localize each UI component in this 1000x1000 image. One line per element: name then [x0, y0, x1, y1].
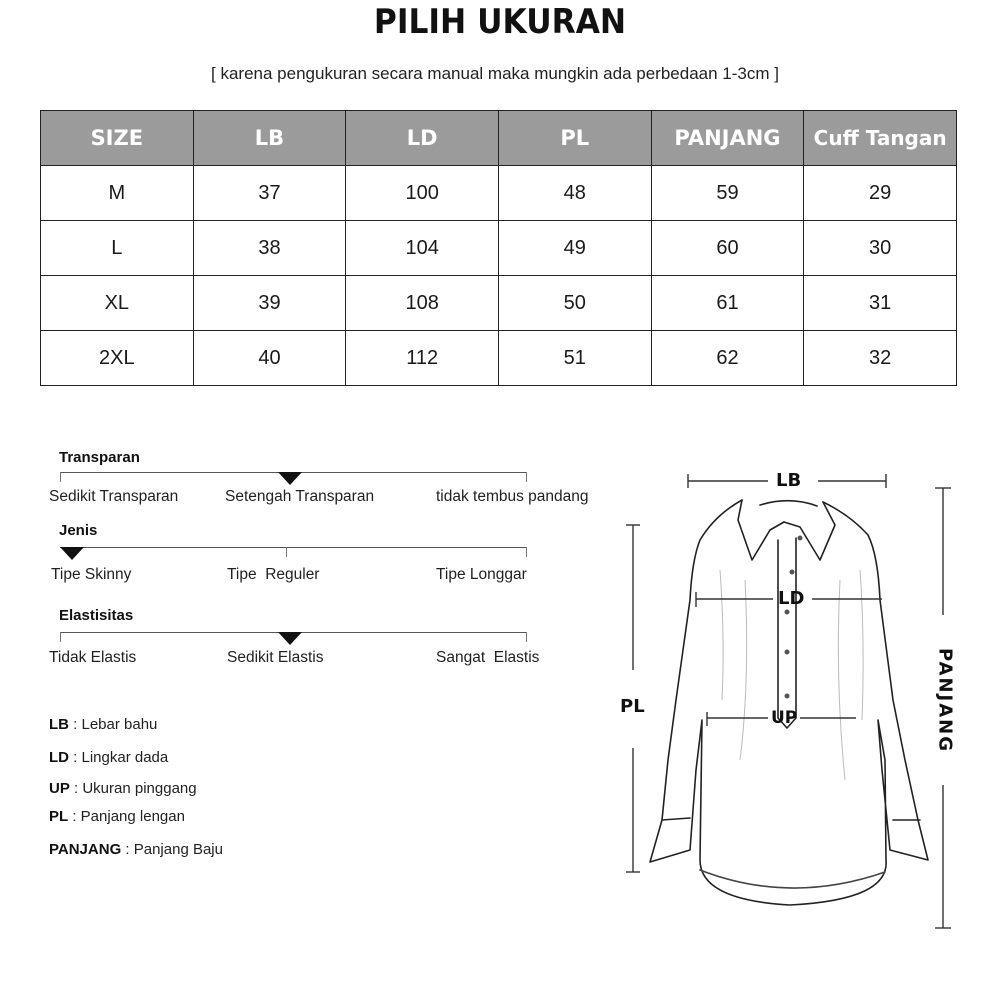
cell-pl: 49	[498, 221, 651, 276]
scale-option-selected: Tipe Skinny	[51, 566, 132, 583]
column-header-panjang: PANJANG	[651, 111, 804, 166]
cell-size: M	[41, 166, 194, 221]
legend-abbr: LB	[49, 716, 69, 733]
cell-cuff: 32	[804, 331, 957, 386]
legend-item-lb	[49, 716, 157, 733]
diagram-label-panjang: PANJANG	[934, 647, 956, 753]
column-header-ld: LD	[346, 111, 499, 166]
legend-abbr: LD	[49, 749, 69, 766]
legend-item-ld	[49, 749, 168, 766]
cell-pl: 48	[498, 166, 651, 221]
scale-label: Transparan	[59, 449, 140, 466]
scale-label: Elastisitas	[59, 607, 134, 624]
scale-elastisitas	[48, 606, 608, 670]
cell-ld: 108	[346, 276, 499, 331]
selected-marker-icon	[278, 472, 302, 485]
table-row	[41, 276, 957, 331]
scale-option: Sangat Elastis	[436, 649, 540, 666]
cell-panjang: 62	[651, 331, 804, 386]
scale-label: Jenis	[59, 522, 98, 539]
shirt-outline-icon	[650, 500, 928, 905]
scale-jenis	[48, 521, 608, 585]
scale-option-selected: Sedikit Elastis	[227, 649, 324, 666]
selected-marker-icon	[278, 632, 302, 645]
button-icon	[785, 650, 790, 655]
cell-panjang: 59	[651, 166, 804, 221]
cell-size: XL	[41, 276, 194, 331]
cell-cuff: 30	[804, 221, 957, 276]
diagram-label-up: UP	[771, 708, 798, 728]
cell-lb: 37	[193, 166, 346, 221]
cell-size: 2XL	[41, 331, 194, 386]
table-header-row	[41, 111, 957, 166]
cell-pl: 50	[498, 276, 651, 331]
cell-size: L	[41, 221, 194, 276]
column-header-size: SIZE	[41, 111, 194, 166]
scale-tick-right	[526, 547, 527, 557]
selected-marker-icon	[60, 547, 84, 560]
column-header-cuff: Cuff Tangan	[804, 111, 957, 166]
scale-option: Sedikit Transparan	[49, 488, 179, 505]
cell-panjang: 61	[651, 276, 804, 331]
legend-desc: : Panjang Baju	[121, 841, 223, 858]
legend-abbr: PANJANG	[49, 841, 122, 858]
cell-ld: 104	[346, 221, 499, 276]
scale-option: tidak tembus pandang	[436, 488, 589, 505]
diagram-label-ld: LD	[778, 588, 805, 609]
diagram-label-lb: LB	[776, 470, 802, 491]
cell-ld: 112	[346, 331, 499, 386]
scale-tick-left	[60, 632, 61, 642]
cell-cuff: 29	[804, 166, 957, 221]
scale-option: Tipe Longgar	[436, 566, 527, 583]
button-icon	[798, 536, 803, 541]
cell-panjang: 60	[651, 221, 804, 276]
size-chart-table	[40, 110, 957, 386]
scale-tick-mid	[286, 547, 287, 557]
table-row	[41, 166, 957, 221]
scale-option: Tidak Elastis	[49, 649, 137, 666]
page-title: PILIH UKURAN	[373, 2, 627, 42]
scale-tick-left	[60, 472, 61, 482]
table-row	[41, 221, 957, 276]
legend-desc: : Lingkar dada	[69, 749, 169, 766]
cell-pl: 51	[498, 331, 651, 386]
diagram-label-pl: PL	[620, 696, 645, 717]
cell-cuff: 31	[804, 276, 957, 331]
cell-ld: 100	[346, 166, 499, 221]
cell-lb: 39	[193, 276, 346, 331]
scale-option: Tipe Reguler	[227, 566, 320, 583]
scale-option-selected: Setengah Transparan	[225, 488, 375, 505]
legend-desc: : Lebar bahu	[69, 716, 158, 733]
column-header-pl: PL	[498, 111, 651, 166]
measurement-note: [ karena pengukuran secara manual maka mungkin ada perbedaan 1-3cm ]	[211, 64, 779, 83]
cell-lb: 40	[193, 331, 346, 386]
column-header-lb: LB	[193, 111, 346, 166]
legend-item-pl	[49, 808, 185, 825]
legend-abbr: UP	[49, 780, 70, 797]
scale-transparan	[48, 447, 608, 509]
legend-item-up	[49, 780, 197, 797]
legend-abbr: PL	[49, 808, 69, 825]
scale-tick-right	[526, 632, 527, 642]
legend-item-panjang	[49, 841, 223, 858]
button-icon	[785, 694, 790, 699]
scale-tick-right	[526, 472, 527, 482]
scale-track	[60, 547, 527, 548]
cell-lb: 38	[193, 221, 346, 276]
table-row	[41, 331, 957, 386]
legend-desc: : Panjang lengan	[68, 808, 185, 825]
button-icon	[790, 570, 795, 575]
legend-desc: : Ukuran pinggang	[69, 780, 197, 797]
button-icon	[785, 610, 790, 615]
